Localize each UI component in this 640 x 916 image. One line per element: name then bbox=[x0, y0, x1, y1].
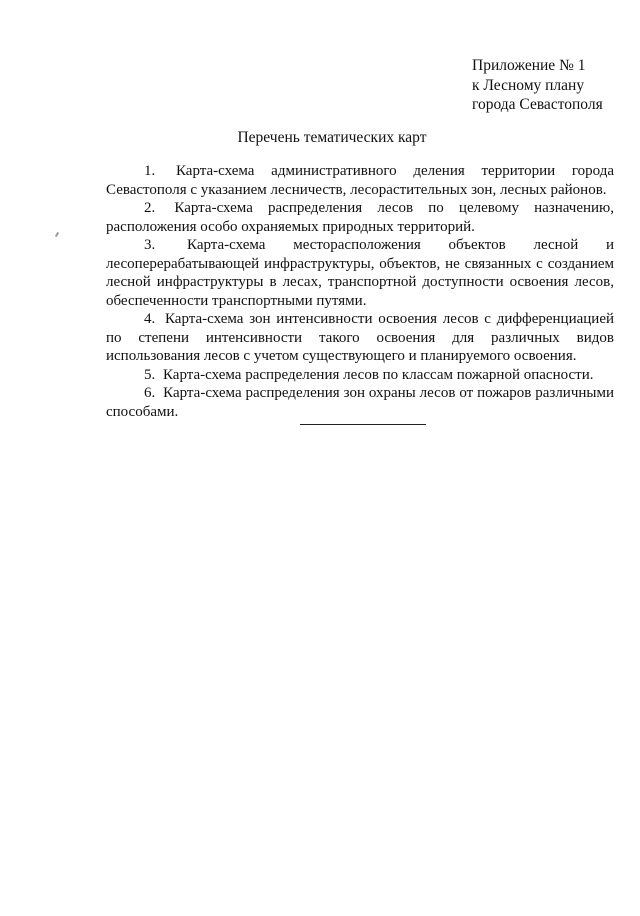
scan-mark bbox=[55, 232, 59, 237]
list-item-number: 1. bbox=[144, 163, 156, 179]
list-item bbox=[106, 199, 614, 236]
end-divider bbox=[300, 424, 426, 425]
list-item-text: Карта-схема месторасположения объектов лесной и лесоперерабатывающей инфраструктуры, объектов, не связанных с созданием лесной инфраструктуры в лесах, транспортной доступности освоения лесов, обеспеченности транспортными путями. bbox=[106, 237, 615, 309]
list-item-number: 6. bbox=[144, 385, 156, 401]
list-item bbox=[106, 366, 614, 385]
appendix-line-3: города Севастополя bbox=[472, 96, 603, 113]
list-item bbox=[106, 310, 614, 366]
list-item-text: Карта-схема распределения зон охраны лесов от пожаров различными способами. bbox=[106, 385, 615, 420]
list-item bbox=[106, 384, 614, 421]
list-item-text: Карта-схема административного деления территории города Севастополя с указанием лесничеств, лесорастительных зон, лесных районов. bbox=[106, 163, 614, 198]
list-item-number: 5. bbox=[144, 366, 156, 383]
list-item-text: Карта-схема распределения лесов по классам пожарной опасности. bbox=[163, 366, 594, 383]
list-item-number: 3. bbox=[144, 237, 156, 253]
list-item bbox=[106, 162, 614, 199]
list-item-number: 2. bbox=[144, 200, 156, 216]
appendix-heading bbox=[472, 56, 603, 115]
appendix-line-1: Приложение № 1 bbox=[472, 57, 586, 74]
list-item-text: Карта-схема распределения лесов по целевому назначению, расположения особо охраняемых природных территорий. bbox=[106, 200, 614, 235]
list-item-text: Карта-схема зон интенсивности освоения лесов с дифференциацией по степени интенсивности такого освоения для различных видов использования лесов с учетом существующего и планируемого освоения. bbox=[106, 311, 615, 364]
list-item-number: 4. bbox=[144, 311, 156, 327]
list-item bbox=[106, 236, 614, 310]
appendix-line-2: к Лесному плану bbox=[472, 76, 585, 94]
maps-list bbox=[106, 162, 614, 421]
document-title: Перечень тематических карт bbox=[237, 129, 427, 146]
